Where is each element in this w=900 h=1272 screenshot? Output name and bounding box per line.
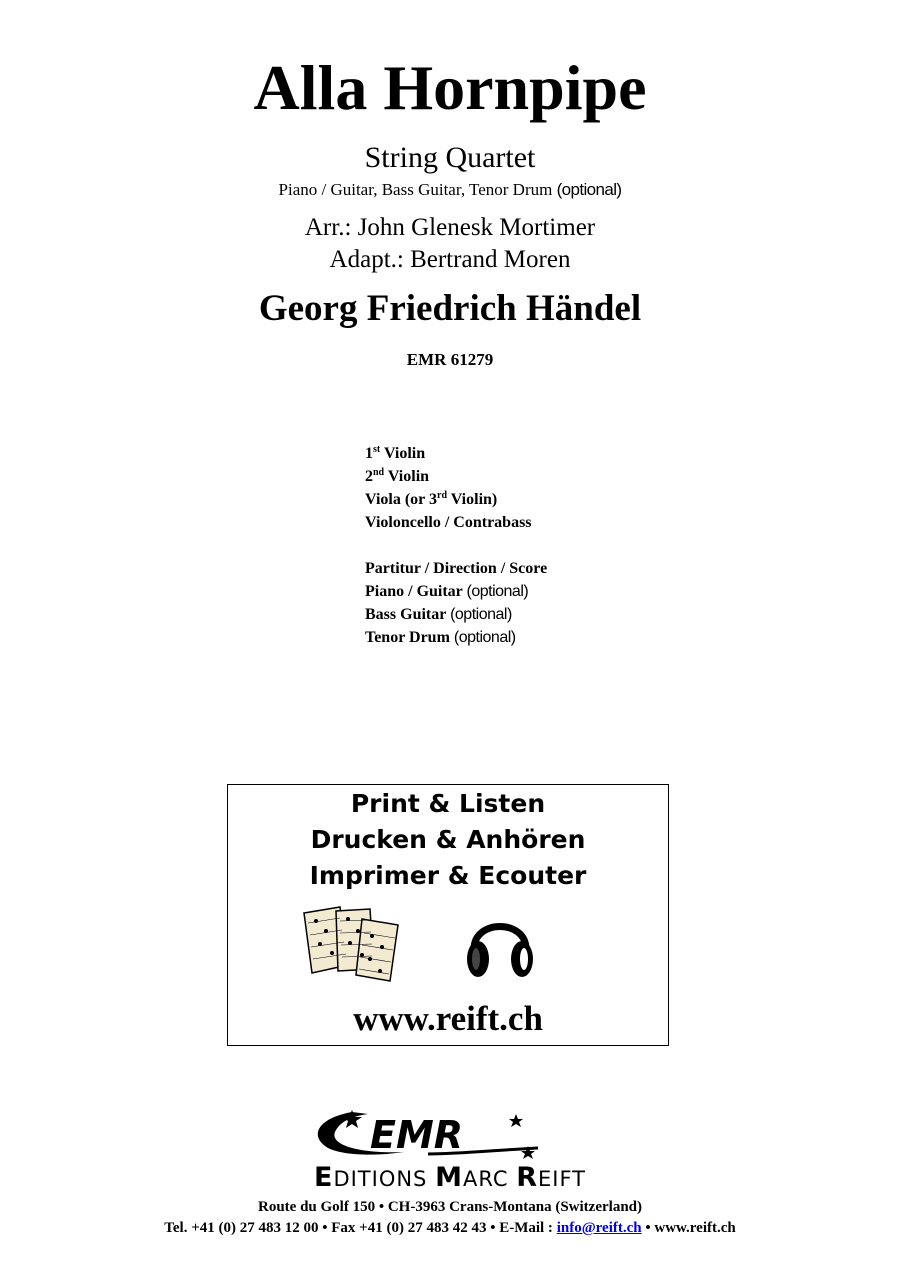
part-name: Tenor Drum xyxy=(365,629,450,646)
headphones-icon xyxy=(464,903,536,983)
publisher-address: Route du Golf 150 • CH-3963 Crans-Montana (Switzerland) xyxy=(258,1199,642,1215)
part-name: Viola (or 3 xyxy=(365,491,437,508)
emr-logo-text: EMR xyxy=(370,1113,464,1157)
part-cello: Violoncello / Contrabass xyxy=(365,514,532,531)
website-link[interactable]: www.reift.ch xyxy=(353,999,543,1038)
ensemble-subtitle: String Quartet xyxy=(364,141,536,174)
catalog-number: EMR 61279 xyxy=(406,350,494,369)
part-number: 2 xyxy=(365,468,373,485)
part-name: Violin xyxy=(384,468,430,485)
promo-line-english: Print & Listen xyxy=(350,789,546,818)
part-name: Piano / Guitar xyxy=(365,583,463,600)
composer-name: Georg Friedrich Händel xyxy=(258,288,642,329)
publisher-contact xyxy=(0,1217,900,1239)
part-name-suffix: Violin) xyxy=(447,491,498,508)
instrumentation-text: Piano / Guitar, Bass Guitar, Tenor Drum xyxy=(278,180,553,199)
adapter-credit: Adapt.: Bertrand Moren xyxy=(329,246,571,273)
part-violin-2 xyxy=(365,465,547,488)
promo-line-french: Imprimer & Ecouter xyxy=(309,861,587,890)
optional-label: (optional) xyxy=(453,629,516,646)
publisher-name-part: R xyxy=(516,1162,538,1193)
publisher-name xyxy=(0,1164,900,1193)
publisher-name-part: M xyxy=(435,1162,463,1193)
contact-website: • www.reift.ch xyxy=(641,1220,736,1236)
email-link[interactable]: info@reift.ch xyxy=(556,1220,642,1236)
parts-list xyxy=(365,442,547,649)
sheet-music-icon xyxy=(300,905,412,983)
publisher-name-part: E xyxy=(313,1162,334,1193)
publisher-name-part: EIFT xyxy=(538,1167,586,1191)
promo-line-german: Drucken & Anhören xyxy=(310,825,586,854)
publisher-name-part: ARC xyxy=(462,1167,517,1191)
part-name: Bass Guitar xyxy=(365,606,447,623)
part-tenor-drum xyxy=(365,626,547,649)
ordinal-suffix: rd xyxy=(437,490,447,501)
part-piano xyxy=(365,580,547,603)
parts-spacer xyxy=(365,534,547,557)
arranger-credit: Arr.: John Glenesk Mortimer xyxy=(304,214,596,241)
print-listen-box xyxy=(227,784,669,1046)
part-number: 1 xyxy=(365,445,373,462)
ordinal-suffix: st xyxy=(373,444,381,455)
part-viola xyxy=(365,488,547,511)
part-name: Violin xyxy=(380,445,426,462)
emr-logo xyxy=(308,1108,548,1164)
publisher-name-part: DITIONS xyxy=(333,1167,436,1191)
instrumentation-line xyxy=(0,178,900,202)
part-violin-1 xyxy=(365,442,547,465)
page-title: Alla Hornpipe xyxy=(253,52,647,123)
contact-phone-fax: Tel. +41 (0) 27 483 12 00 • Fax +41 (0) 27 483 42 43 • E-Mail : xyxy=(164,1220,557,1236)
optional-label: (optional) xyxy=(556,180,622,199)
optional-label: (optional) xyxy=(466,583,529,600)
ordinal-suffix: nd xyxy=(373,467,385,478)
part-score: Partitur / Direction / Score xyxy=(365,560,548,577)
optional-label: (optional) xyxy=(450,606,512,623)
part-bass-guitar xyxy=(365,603,547,626)
